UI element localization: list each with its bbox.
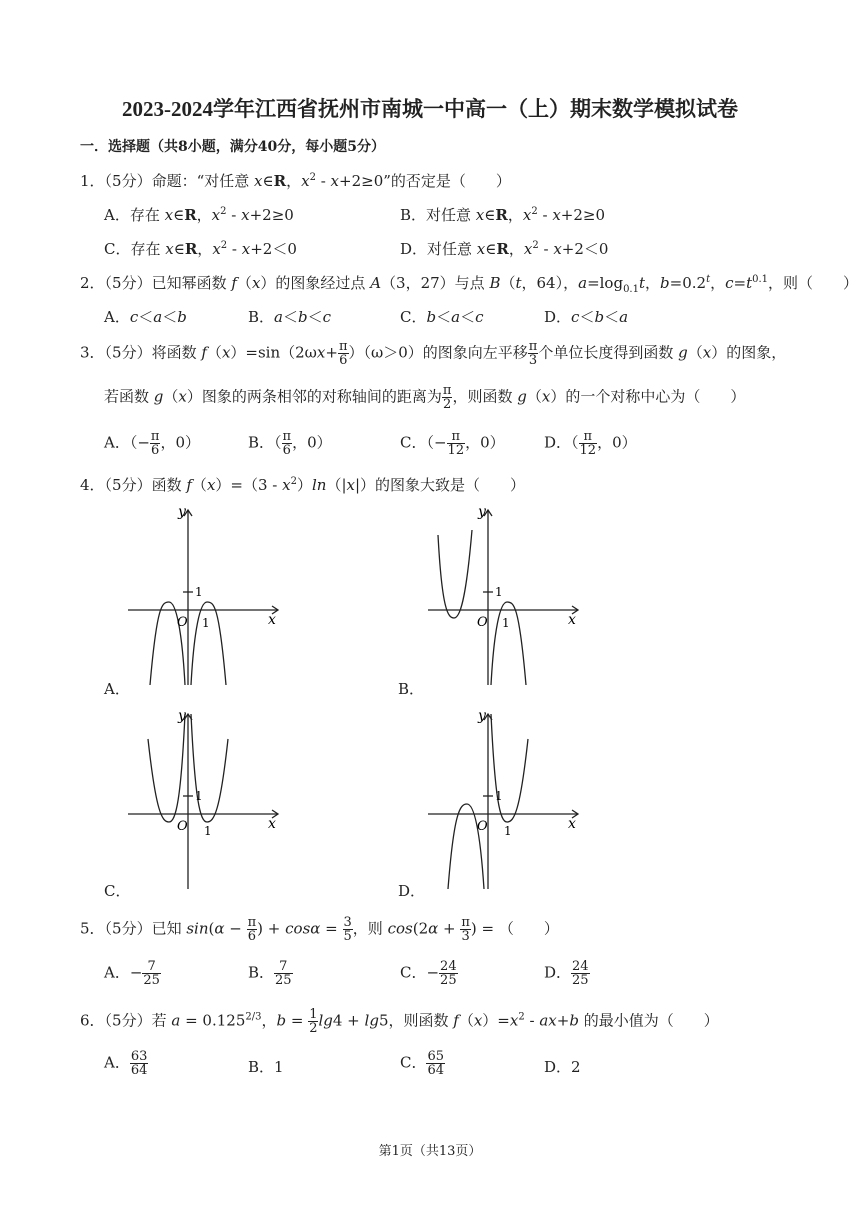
graph-c-label: C． bbox=[104, 882, 131, 900]
svg-text:1: 1 bbox=[195, 585, 203, 599]
q6-option-b: B．1 bbox=[248, 1058, 284, 1076]
graph-option-d bbox=[420, 704, 590, 896]
svg-text:x: x bbox=[568, 816, 576, 832]
svg-text:O: O bbox=[177, 819, 188, 834]
graph-option-a bbox=[120, 500, 290, 692]
graph-b-label: B． bbox=[398, 680, 425, 698]
section-heading: 一．选择题（共8小题，满分40分，每小题5分） bbox=[80, 139, 385, 155]
q5-option-b: B． $\frac{7}{25}$ bbox=[248, 959, 292, 988]
q3-option-c: C．（− $\frac{\pi}{12}$ ，0） bbox=[400, 429, 505, 458]
svg-text:1: 1 bbox=[495, 789, 503, 803]
q3-option-d: D．（ $\frac{\pi}{12}$ ，0） bbox=[544, 429, 637, 458]
svg-text:O: O bbox=[477, 615, 488, 630]
q2-option-a: A．c＜a＜b bbox=[104, 308, 187, 326]
svg-text:y: y bbox=[178, 708, 186, 724]
q2-option-d: D．c＜b＜a bbox=[544, 308, 629, 326]
graph-a-label: A． bbox=[104, 680, 130, 698]
question-6-stem: 6．（5分）若 $a = 0.125^{2/3}$，b = $\frac{1}{2}$ lg4 + lg5，则函数 $f(x)=x^2 - ax+b$ 的最小值为（ ） bbox=[80, 1007, 719, 1036]
q2-option-c: C．b＜a＜c bbox=[400, 308, 484, 326]
svg-text:1: 1 bbox=[504, 824, 512, 838]
question-3-line-1: 3．（5分）将函数 f（x）=sin（2ωx+ $\frac{\pi}{6}$ ）（ω＞0）的图象向左平移 $\frac{\pi}{3}$ 个单位长度得到函数 g（x）的图象， bbox=[80, 339, 787, 368]
q1-option-a: A．存在 x∈R，$x^2 - x+2\ge 0$ bbox=[104, 206, 294, 224]
question-3-line-2: 若函数 g（x）图象的两条相邻的对称轴间的距离为 $\frac{\pi}{2}$ ，则函数 g（x）的一个对称中心为（ ） bbox=[104, 383, 746, 412]
svg-text:1: 1 bbox=[195, 789, 203, 803]
graph-option-b bbox=[420, 500, 590, 692]
q5-option-d: D． $\frac{24}{25}$ bbox=[544, 959, 589, 988]
svg-text:O: O bbox=[477, 819, 488, 834]
svg-text:x: x bbox=[268, 612, 276, 628]
svg-text:1: 1 bbox=[495, 585, 503, 599]
svg-text:1: 1 bbox=[502, 616, 510, 630]
q3-option-b: B．（ $\frac{\pi}{6}$ ，0） bbox=[248, 429, 332, 458]
question-1-stem: 1．（5分）命题：“对任意 x∈R，$x^2 - x+2\ge 0$”的否定是（ ） bbox=[80, 172, 511, 190]
q1-option-c: C．存在 x∈R，$x^2 - x+2<0$ bbox=[104, 240, 297, 258]
svg-text:1: 1 bbox=[204, 824, 212, 838]
q3-option-a: A．（− $\frac{\pi}{6}$ ，0） bbox=[104, 429, 200, 458]
page-title: 2023-2024学年江西省抚州市南城一中高一（上）期末数学模拟试卷 bbox=[122, 97, 738, 121]
graph-d-label: D． bbox=[398, 882, 426, 900]
question-5-stem: 5．（5分）已知 sin(α − $\frac{\pi}{6}$ ) + cosα = $\frac{3}{5}$ ，则 cos(2α + $\frac{\pi}{3}$ ) = （ ） bbox=[80, 915, 559, 944]
q6-option-d: D．2 bbox=[544, 1058, 581, 1076]
q5-option-a: A．− $\frac{7}{25}$ bbox=[104, 959, 160, 988]
svg-text:x: x bbox=[568, 612, 576, 628]
q1-option-d: D．对任意 x∈R，$x^2 - x+2<0$ bbox=[400, 240, 609, 258]
q6-option-a: A． $\frac{63}{64}$ bbox=[104, 1049, 148, 1078]
svg-text:O: O bbox=[177, 615, 188, 630]
svg-text:y: y bbox=[478, 504, 486, 520]
q6-option-c: C． $\frac{65}{64}$ bbox=[400, 1049, 445, 1078]
svg-text:1: 1 bbox=[202, 616, 210, 630]
svg-text:y: y bbox=[178, 504, 186, 520]
graph-option-c bbox=[120, 704, 290, 896]
question-4-stem: 4．（5分）函数 $f(x)=(3 - x^2)\ln(|x|)$的图象大致是（ ） bbox=[80, 476, 526, 494]
svg-text:x: x bbox=[268, 816, 276, 832]
q5-option-c: C．− $\frac{24}{25}$ bbox=[400, 959, 457, 988]
page-footer: 第1页（共13页） bbox=[378, 1144, 482, 1159]
q2-option-b: B．a＜b＜c bbox=[248, 308, 332, 326]
svg-text:y: y bbox=[478, 708, 486, 724]
question-2-stem: 2．（5分）已知幂函数 f（x）的图象经过点 A（3，27）与点 B（t，64），$a=\log_{0.1}t$，$b=0.2^t$，$c=t^{0.1}$，则（ ） bbox=[80, 274, 859, 295]
q1-option-b: B．对任意 x∈R，$x^2 - x+2\ge 0$ bbox=[400, 206, 606, 224]
